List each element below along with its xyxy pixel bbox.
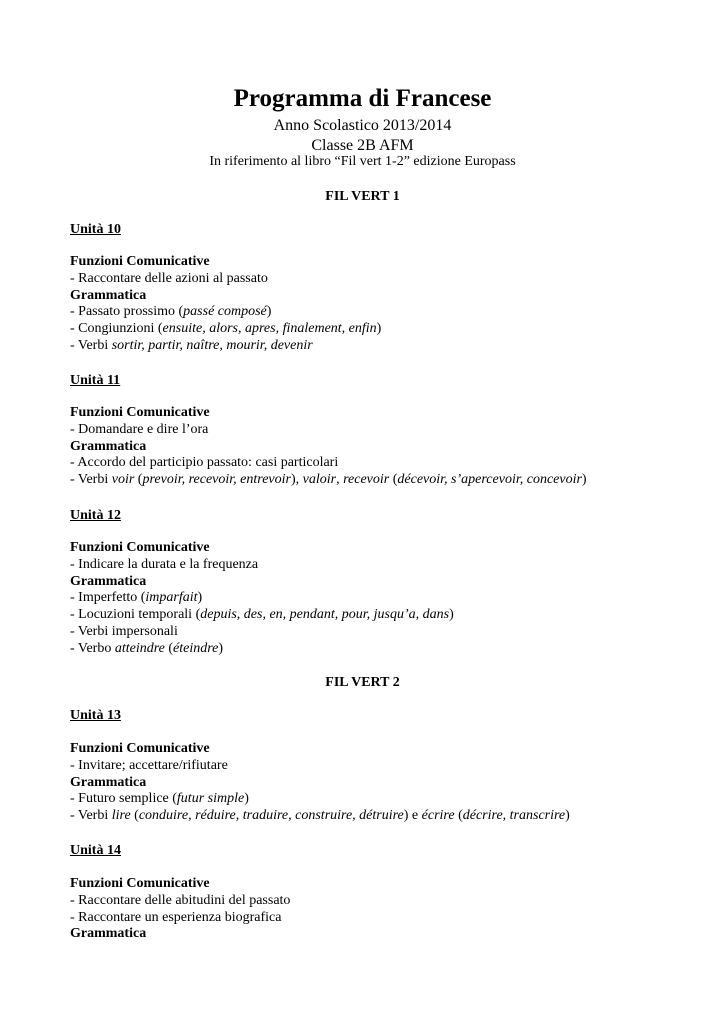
funzioni-item: - Indicare la durata e la frequenza [70,556,259,572]
grammatica-heading: Grammatica [70,287,147,303]
funzioni-heading: Funzioni Comunicative [70,876,210,891]
unit-title: Unità 10 [70,222,121,237]
grammatica-item: - Verbi lire (conduire, réduire, traduire, construire, détruire) e écrire (décrire, transcrire) [70,808,570,824]
unit-content [70,405,690,489]
grammatica-item: - Verbi impersonali [70,623,178,639]
unit-content [70,741,690,825]
section-title: FIL VERT 2 [325,675,400,690]
unit-content [70,876,690,943]
funzioni-item: - Invitare; accettare/rifiutare [70,757,228,773]
funzioni-item: - Domandare e dire l’ora [70,421,209,437]
unit-title: Unità 12 [70,508,121,523]
grammatica-heading: Grammatica [70,774,147,790]
section-title: FIL VERT 1 [325,189,400,204]
unit-title: Unità 14 [70,843,121,858]
unit-content [70,540,690,658]
grammatica-item: - Passato prossimo (passé composé) [70,304,272,320]
funzioni-item: - Raccontare delle azioni al passato [70,270,268,286]
class-name: Classe 2B AFM [311,137,414,154]
grammatica-item: - Locuzioni temporali (depuis, des, en, pendant, pour, jusqu’a, dans) [70,607,454,623]
unit-title: Unità 11 [70,373,121,388]
book-reference: In riferimento al libro “Fil vert 1-2” edizione Europass [209,154,516,169]
funzioni-heading: Funzioni Comunicative [70,405,210,420]
funzioni-item: - Raccontare un esperienza biografica [70,909,282,925]
funzioni-item: - Raccontare delle abitudini del passato [70,892,291,908]
unit-title: Unità 13 [70,708,121,723]
funzioni-heading: Funzioni Comunicative [70,741,210,756]
school-year: Anno Scolastico 2013/2014 [273,117,452,134]
grammatica-item: - Verbo atteindre (éteindre) [70,640,224,656]
grammatica-item: - Verbi sortir, partir, naître, mourir, devenir [70,337,313,353]
grammatica-heading: Grammatica [70,438,147,454]
funzioni-heading: Funzioni Comunicative [70,254,210,269]
document-title: Programma di Francese [233,85,492,112]
grammatica-item: - Futuro semplice (futur simple) [70,791,249,807]
grammatica-item: - Congiunzioni (ensuite, alors, apres, finalement, enfin) [70,321,382,337]
grammatica-heading: Grammatica [70,926,147,942]
grammatica-item: - Imperfetto (imparfait) [70,590,203,606]
grammatica-item: - Accordo del participio passato: casi particolari [70,455,339,471]
funzioni-heading: Funzioni Comunicative [70,540,210,555]
unit-content [70,254,690,355]
grammatica-item: - Verbi voir (prevoir, recevoir, entrevoir), valoir, recevoir (décevoir, s’apercevoir, concevoir) [70,472,587,488]
grammatica-heading: Grammatica [70,573,147,589]
